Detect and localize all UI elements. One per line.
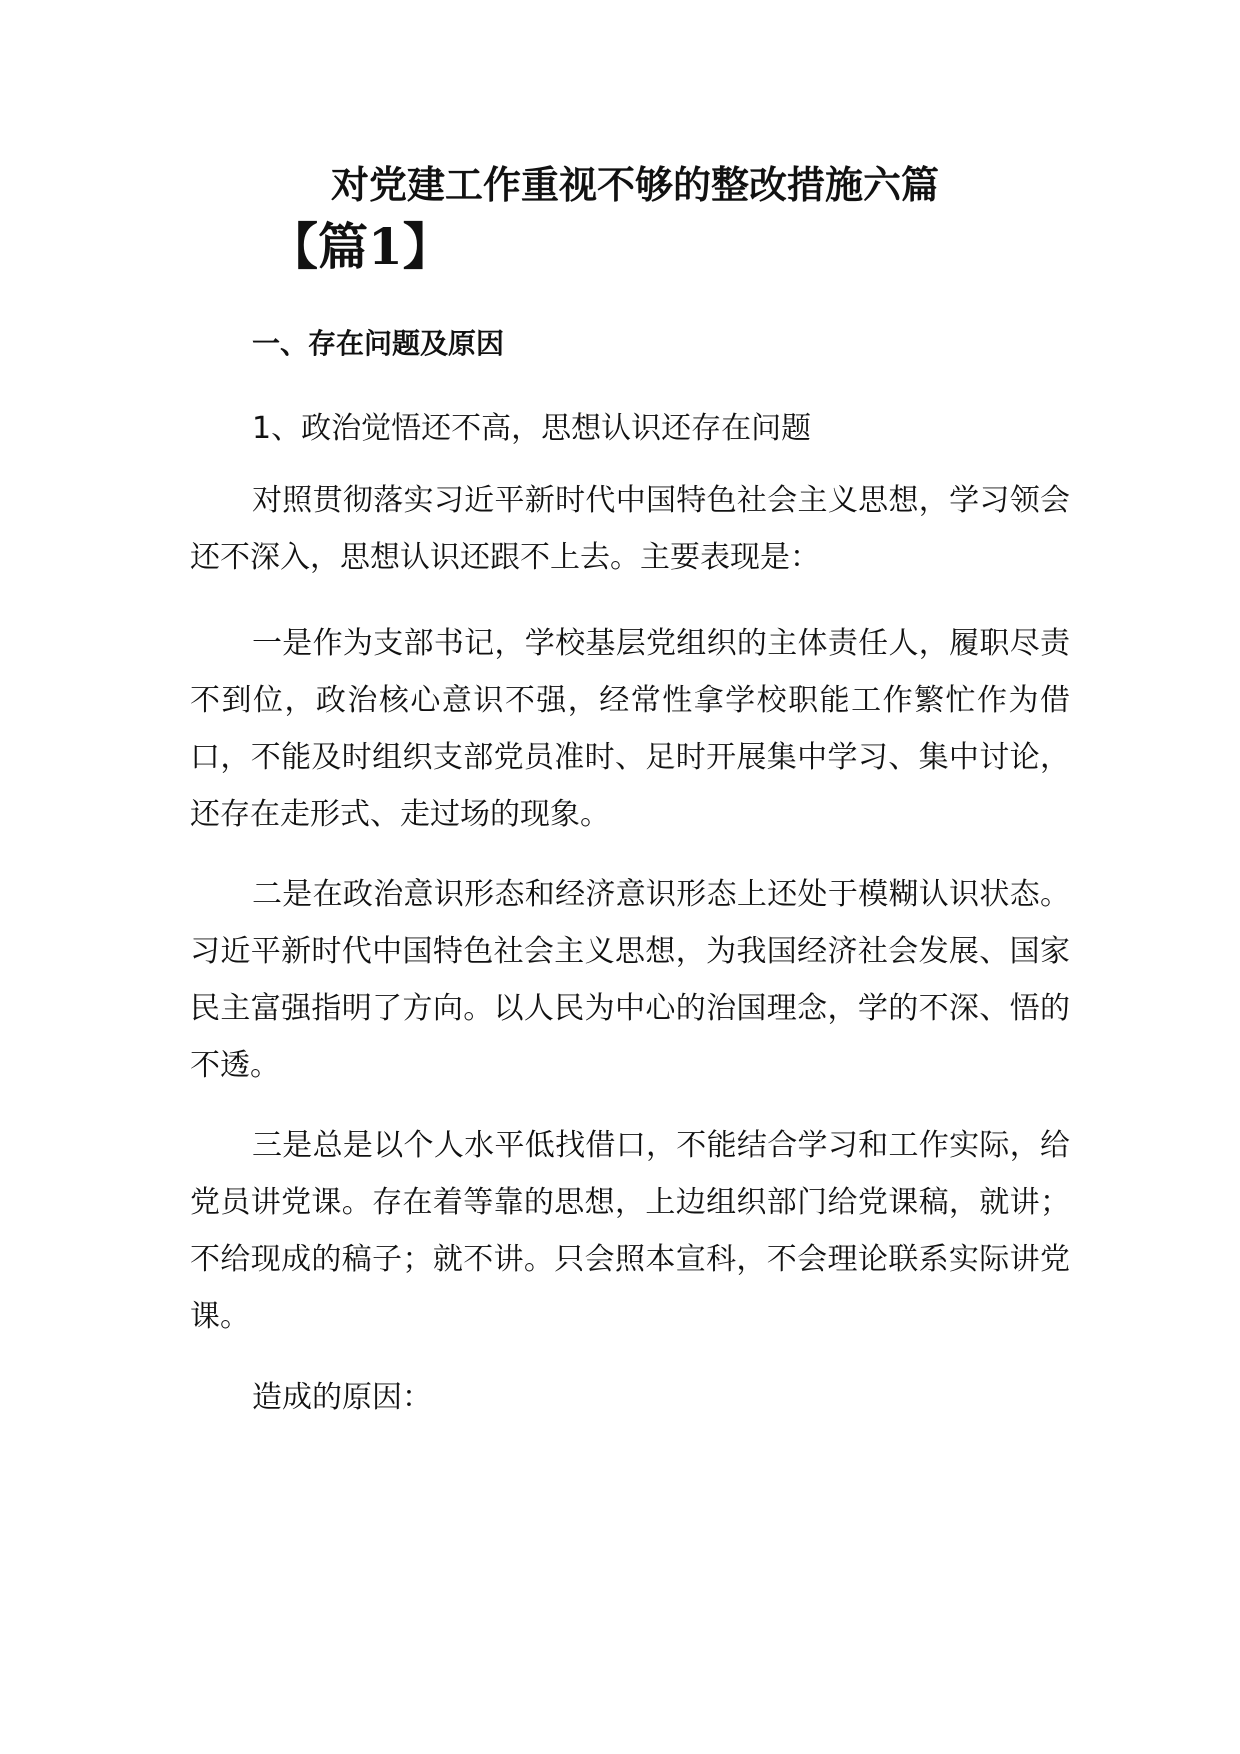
section-heading: 一、存在问题及原因 [252,327,505,360]
body-paragraph: 二是在政治意识形态和经济意识形态上还处于模糊认识状态。习近平新时代中国特色社会主义思想，为我国经济社会发展、国家民主富强指明了方向。以人民为中心的治国理念，学的不深、悟的不透。 [190,877,1070,1083]
subheading-paragraph: 1、政治觉悟还不高，思想认识还存在问题 [252,411,812,446]
body-paragraph: 一是作为支部书记，学校基层党组织的主体责任人，履职尽责不到位，政治核心意识不强，经常性拿学校职能工作繁忙作为借口，不能及时组织支部党员准时、足时开展集中学习、集中讨论，还存在走形式、走过场的现象。 [190,626,1070,832]
body-paragraph: 造成的原因： [252,1380,432,1415]
part-label: 【篇1】 [268,217,453,276]
document-title: 对党建工作重视不够的整改措施六篇 [330,162,939,207]
body-paragraph: 对照贯彻落实习近平新时代中国特色社会主义思想，学习领会还不深入，思想认识还跟不上去。主要表现是： [190,483,1070,575]
body-paragraph: 三是总是以个人水平低找借口，不能结合学习和工作实际，给党员讲党课。存在着等靠的思想，上边组织部门给党课稿，就讲；不给现成的稿子；就不讲。只会照本宣科，不会理论联系实际讲党课。 [190,1128,1070,1334]
